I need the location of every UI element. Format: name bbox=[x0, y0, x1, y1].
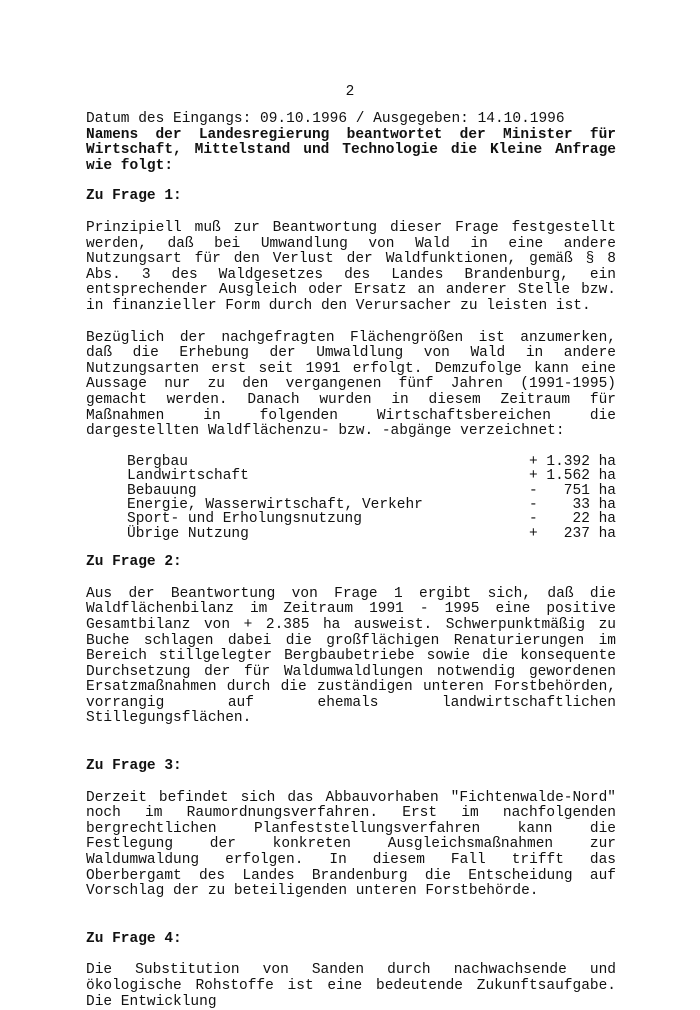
answer-2-paragraph: Aus der Beantwortung von Frage 1 ergibt sich, daß die Waldflächenbilanz im Zeitraum 1991 - 1995 eine positive Gesamtbilanz von + 2.385 ha ausweist. Schwerpunktmäßig zu Buche schlagen dabei die großflächigen Renaturierungen im Bereich stillgelegter Bergbaubetriebe sowie die konsequente Durchsetzung der für Waldumwaldlungen notwendig gewordenen Ersatzmaßnahmen durch die zuständigen unteren Forstbehörden, vorrangig auf ehemals landwirtschaftlichen Stillegungsflächen. bbox=[86, 585, 616, 727]
answer-1-paragraph-2: Bezüglich der nachgefragten Flächengrößen ist anzumerken, daß die Erhebung der Umwaldlung von Wald in andere Nutzungsarten erst seit 1991 erfolgt. Demzufolge kann eine Aussage nur zu den vergangenen fünf Jahren (1991-1995) gemacht werden. Danach wurden in diesem Zeitraum für Maßnahmen in folgenden Wirtschaftsbereichen die dargestellten Waldflächenzu- bzw. -abgänge verzeichnet: bbox=[86, 329, 616, 440]
table-row bbox=[127, 498, 616, 512]
page-number: 2 bbox=[345, 84, 355, 100]
row-label: Energie, Wasserwirtschaft, Verkehr bbox=[127, 496, 423, 513]
row-label: Bergbau bbox=[127, 453, 188, 470]
received-date-line: Datum des Eingangs: 09.10.1996 / Ausgegeben: 14.10.1996 bbox=[86, 111, 565, 127]
row-label: Sport- und Erholungsnutzung bbox=[127, 511, 362, 528]
answer-1-paragraph-1: Prinzipiell muß zur Beantwortung dieser Frage festgestellt werden, daß bei Umwandlung von Wald in eine andere Nutzungsart für den Verlust der Waldfunktionen, gemäß § 8 Abs. 3 des Waldgesetzes des Landes Brandenburg, ein entsprechender Ausgleich oder Ersatz an anderer Stelle bzw. in finanzieller Form durch den Verursacher zu leisten ist. bbox=[86, 219, 616, 314]
row-label: Landwirtschaft bbox=[127, 468, 249, 485]
answer-4-paragraph: Die Substitution von Sanden durch nachwachsende und ökologische Rohstoffe ist eine bedeutende Zukunftsaufgabe. Die Entwicklung bbox=[86, 962, 616, 1010]
table-row bbox=[127, 512, 616, 526]
heading-question-2: Zu Frage 2: bbox=[86, 554, 182, 571]
table-row bbox=[127, 527, 616, 541]
row-value: + 237 ha bbox=[528, 525, 616, 542]
row-label: Übrige Nutzung bbox=[127, 525, 249, 542]
row-label: Bebauung bbox=[127, 482, 197, 499]
row-value: - 22 ha bbox=[528, 511, 616, 528]
heading-question-4: Zu Frage 4: bbox=[86, 930, 182, 947]
heading-question-1: Zu Frage 1: bbox=[86, 188, 182, 205]
row-value: - 751 ha bbox=[528, 482, 616, 499]
row-value: + 1.562 ha bbox=[528, 468, 616, 485]
intro-statement: Namens der Landesregierung beantwortet der Minister für Wirtschaft, Mittelstand und Technologie die Kleine Anfrage wie folgt: bbox=[86, 126, 616, 174]
document-body bbox=[86, 112, 616, 1010]
row-value: - 33 ha bbox=[528, 496, 616, 513]
answer-3-paragraph: Derzeit befindet sich das Abbauvorhaben "Fichtenwalde-Nord" noch im Raumordnungsverfahren. Erst im nachfolgenden bergrechtlichen Planfeststellungsverfahren kann die Festlegung der konkreten Ausgleichsmaßnahmen zur Waldumwaldung erfolgen. In diesem Fall trifft das Oberbergamt des Landes Brandenburg die Entscheidung auf Vorschlag der zu beteiligenden unteren Forstbehörde. bbox=[86, 789, 616, 900]
table-row bbox=[127, 469, 616, 483]
table-row bbox=[127, 455, 616, 469]
forest-area-table bbox=[127, 455, 616, 541]
table-row bbox=[127, 484, 616, 498]
row-value: + 1.392 ha bbox=[528, 453, 616, 470]
heading-question-3: Zu Frage 3: bbox=[86, 758, 182, 775]
